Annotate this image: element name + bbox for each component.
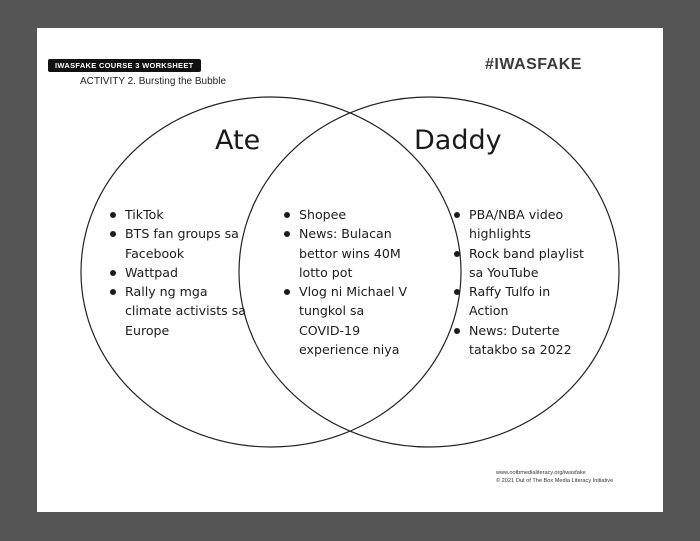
list-item: News: Bulacan bettor wins 40M lotto pot <box>282 224 412 282</box>
list-item: Rock band playlist sa YouTube <box>452 244 592 283</box>
left-set-title: Ate <box>215 125 261 156</box>
right-set-title: Daddy <box>414 125 502 156</box>
left-list <box>108 205 248 340</box>
brand-logo: #IWASFAKE <box>485 56 582 73</box>
list-item: BTS fan groups sa Facebook <box>108 224 248 263</box>
list-item: Wattpad <box>108 263 248 282</box>
course-badge: IWASFAKE COURSE 3 WORKSHEET <box>48 59 201 72</box>
footer-copyright: © 2021 Out of The Box Media Literacy Initiative <box>496 478 614 484</box>
list-item: Raffy Tulfo in Action <box>452 282 592 321</box>
list-item: TikTok <box>108 205 248 224</box>
list-item: Rally ng mga climate activists sa Europe <box>108 282 248 340</box>
footer-url: www.ootbmedialiteracy.org/iwasfake <box>496 470 586 476</box>
activity-title: ACTIVITY 2. Bursting the Bubble <box>80 76 227 87</box>
footer <box>496 469 613 485</box>
overlap-list <box>282 205 412 359</box>
list-item: PBA/NBA video highlights <box>452 205 592 244</box>
list-item: Shopee <box>282 205 412 224</box>
list-item: News: Duterte tatakbo sa 2022 <box>452 321 592 360</box>
list-item: Vlog ni Michael V tungkol sa COVID-19 experience niya <box>282 282 412 359</box>
right-list <box>452 205 592 359</box>
